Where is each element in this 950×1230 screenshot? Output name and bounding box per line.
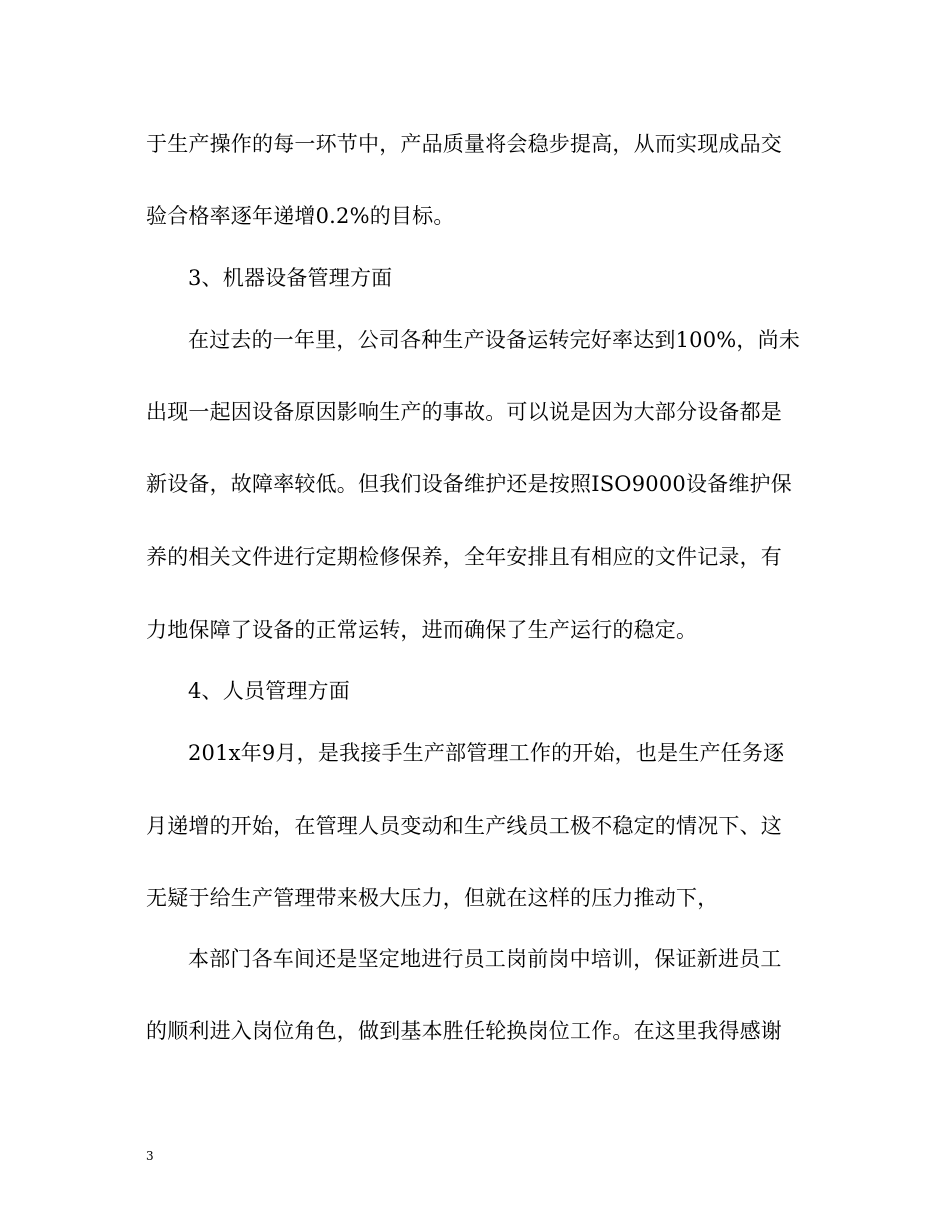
- section-heading-personnel: 4、人员管理方面: [188, 679, 350, 703]
- text-line-13: 本部门各车间还是坚定地进行员工岗前岗中培训，保证新进员工: [188, 947, 782, 971]
- text-line-11: 月递增的开始，在管理人员变动和生产线员工极不稳定的情况下、这: [146, 814, 782, 838]
- text-line-6: 新设备，故障率较低。但我们设备维护还是按照ISO9000设备维护保: [146, 472, 792, 496]
- text-line-12: 无疑于给生产管理带来极大压力，但就在这样的压力推动下，: [146, 886, 719, 910]
- text-line-14: 的顺利进入岗位角色，做到基本胜任轮换岗位工作。在这里我得感谢: [146, 1019, 782, 1043]
- text-line-2: 验合格率逐年递增0.2%的目标。: [146, 204, 455, 228]
- text-line-8: 力地保障了设备的正常运转，进而确保了生产运行的稳定。: [146, 618, 698, 642]
- text-line-7: 养的相关文件进行定期检修保养，全年安排且有相应的文件记录，有: [146, 545, 782, 569]
- text-line-1: 于生产操作的每一环节中，产品质量将会稳步提高，从而实现成品交: [146, 132, 782, 156]
- text-line-4: 在过去的一年里，公司各种生产设备运转完好率达到100%，尚未: [188, 328, 801, 352]
- text-line-10: 201x年9月，是我接手生产部管理工作的开始，也是生产任务逐: [188, 741, 785, 765]
- text-line-5: 出现一起因设备原因影响生产的事故。可以说是因为大部分设备都是: [146, 400, 782, 424]
- page-number: 3: [146, 1149, 154, 1163]
- section-heading-equipment: 3、机器设备管理方面: [188, 266, 393, 290]
